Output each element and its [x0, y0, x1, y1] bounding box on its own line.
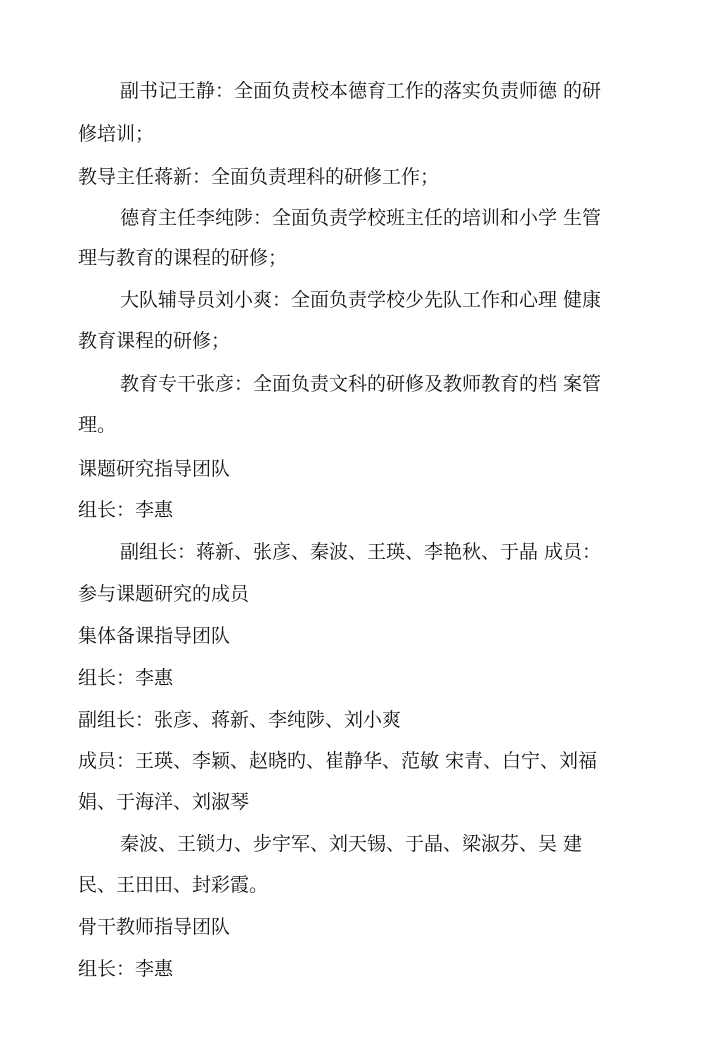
text-line: 教育专干张彦：全面负责文科的研修及教师教育的档 案管 [120, 373, 602, 395]
text-line: 组长：李惠 [78, 958, 174, 980]
text-line: 民、王田田、封彩霞。 [78, 874, 269, 896]
text-line: 大队辅导员刘小爽：全面负责学校少先队工作和心理 健康 [120, 289, 602, 311]
text-line: 教导主任蒋新：全面负责理科的研修工作； [78, 166, 440, 188]
text-line: 教育课程的研修； [78, 330, 231, 352]
section-heading: 课题研究指导团队 [78, 458, 231, 480]
text-line: 成员：王瑛、李颖、赵晓旳、崔静华、范敏 宋青、白宁、刘福 [78, 750, 598, 772]
text-line: 副组长：蒋新、张彦、秦波、王瑛、李艳秋、于晶 成员： [120, 541, 602, 563]
text-line: 修培训； [78, 123, 155, 145]
text-line: 副书记王静：全面负责校本德育工作的落实负责师德 的研 [120, 80, 602, 102]
text-line: 副组长：张彦、蒋新、李纯陟、刘小爽 [78, 709, 402, 731]
section-heading: 集体备课指导团队 [78, 625, 231, 647]
text-line: 理与教育的课程的研修； [78, 247, 288, 269]
text-line: 组长：李惠 [78, 499, 174, 521]
text-line: 理。 [78, 414, 117, 436]
text-line: 德育主任李纯陟：全面负责学校班主任的培训和小学 生管 [120, 207, 602, 229]
text-line: 参与课题研究的成员 [78, 583, 250, 605]
text-line: 娟、于海洋、刘淑琴 [78, 791, 250, 813]
text-line: 组长：李惠 [78, 667, 174, 689]
section-heading: 骨干教师指导团队 [78, 916, 231, 938]
text-line: 秦波、王锁力、步宇军、刘天锡、于晶、梁淑芬、吴 建 [120, 833, 583, 855]
